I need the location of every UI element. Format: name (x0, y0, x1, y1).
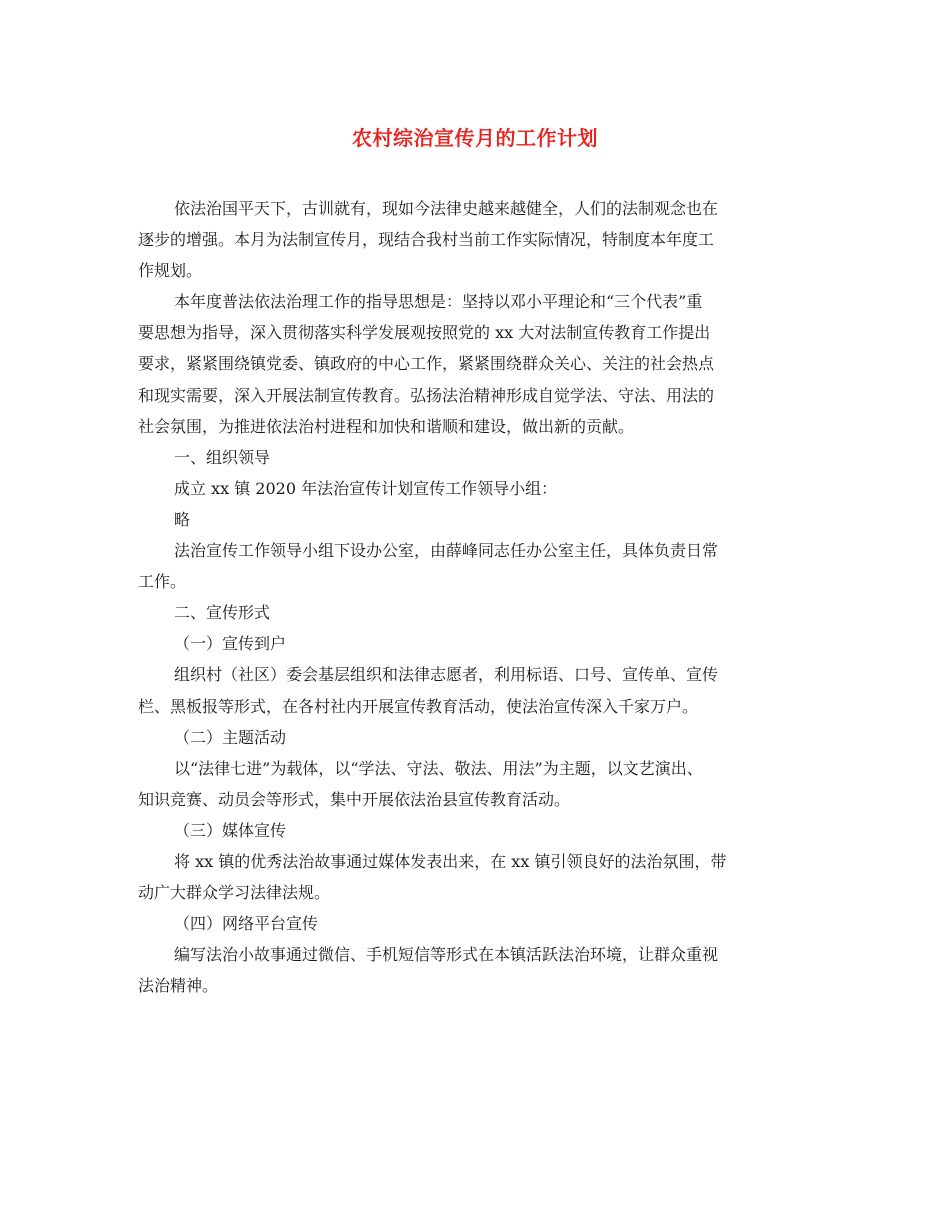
paragraph (138, 286, 814, 441)
text-line: 要求，紧紧围绕镇党委、镇政府的中心工作，紧紧围绕群众关心、关注的社会热点 (138, 354, 715, 374)
document-body (138, 193, 814, 1001)
text-line: 动广大群众学习法律法规。 (138, 883, 331, 903)
text-line: 和现实需要，深入开展法制宣传教育。弘扬法治精神形成自觉学法、守法、用法的 (138, 385, 715, 405)
paragraph (138, 815, 814, 846)
paragraph (138, 753, 814, 815)
paragraph (138, 908, 814, 939)
text-line: （二）主题活动 (174, 727, 287, 747)
text-line: 二、宣传形式 (174, 603, 271, 623)
text-line: 组织村（社区）委会基层组织和法律志愿者，利用标语、口号、宣传单、宣传 (174, 665, 719, 685)
text-line: （一）宣传到户 (174, 634, 287, 654)
paragraph (138, 659, 814, 721)
text-line: 编写法治小故事通过微信、手机短信等形式在本镇活跃法治环境，让群众重视 (174, 945, 719, 965)
text-line: 栏、黑板报等形式，在各村社内开展宣传教育活动，使法治宣传深入千家万户。 (138, 696, 699, 716)
text-line: 要思想为指导，深入贯彻落实科学发展观按照党的 xx 大对法制宣传教育工作提出 (138, 323, 711, 343)
text-line: 一、组织领导 (174, 447, 271, 467)
text-line: （四）网络平台宣传 (174, 914, 319, 934)
text-line: 法治宣传工作领导小组下设办公室，由薛峰同志任办公室主任，具体负责日常 (174, 541, 719, 561)
text-line: 依法治国平天下，古训就有，现如今法律史越来越健全，人们的法制观念也在 (174, 199, 719, 218)
text-line: 社会氛围，为推进依法治村进程和加快和谐顺和建设，做出新的贡献。 (138, 416, 635, 436)
text-line: 知识竞赛、动员会等形式，集中开展依法治县宣传教育活动。 (138, 789, 571, 809)
paragraph (138, 535, 814, 597)
text-line: 本年度普法依法治理工作的指导思想是：坚持以邓小平理论和“三个代表”重 (174, 292, 703, 312)
text-line: 略 (174, 509, 191, 529)
document-title: 农村综治宣传月的工作计划 (352, 126, 598, 150)
paragraph (138, 442, 814, 473)
paragraph (138, 939, 814, 1001)
text-line: 工作。 (138, 572, 187, 592)
text-line: 以“法律七进”为载体，以“学法、守法、敬法、用法”为主题，以文艺演出、 (174, 758, 703, 778)
text-line: 逐步的增强。本月为法制宣传月，现结合我村当前工作实际情况，特制度本年度工 (138, 230, 715, 250)
text-line: 作规划。 (138, 261, 203, 281)
text-line: （三）媒体宣传 (174, 820, 287, 840)
paragraph (138, 846, 814, 908)
paragraph (138, 628, 814, 659)
text-line: 成立 xx 镇 2020 年法治宣传计划宣传工作领导小组： (174, 478, 558, 498)
paragraph (138, 473, 814, 504)
text-line: 法治精神。 (138, 976, 219, 996)
paragraph (138, 722, 814, 753)
paragraph (138, 597, 814, 628)
text-line: 将 xx 镇的优秀法治故事通过媒体发表出来，在 xx 镇引领良好的法治氛围，带 (174, 851, 727, 871)
paragraph (138, 193, 814, 286)
paragraph (138, 504, 814, 535)
